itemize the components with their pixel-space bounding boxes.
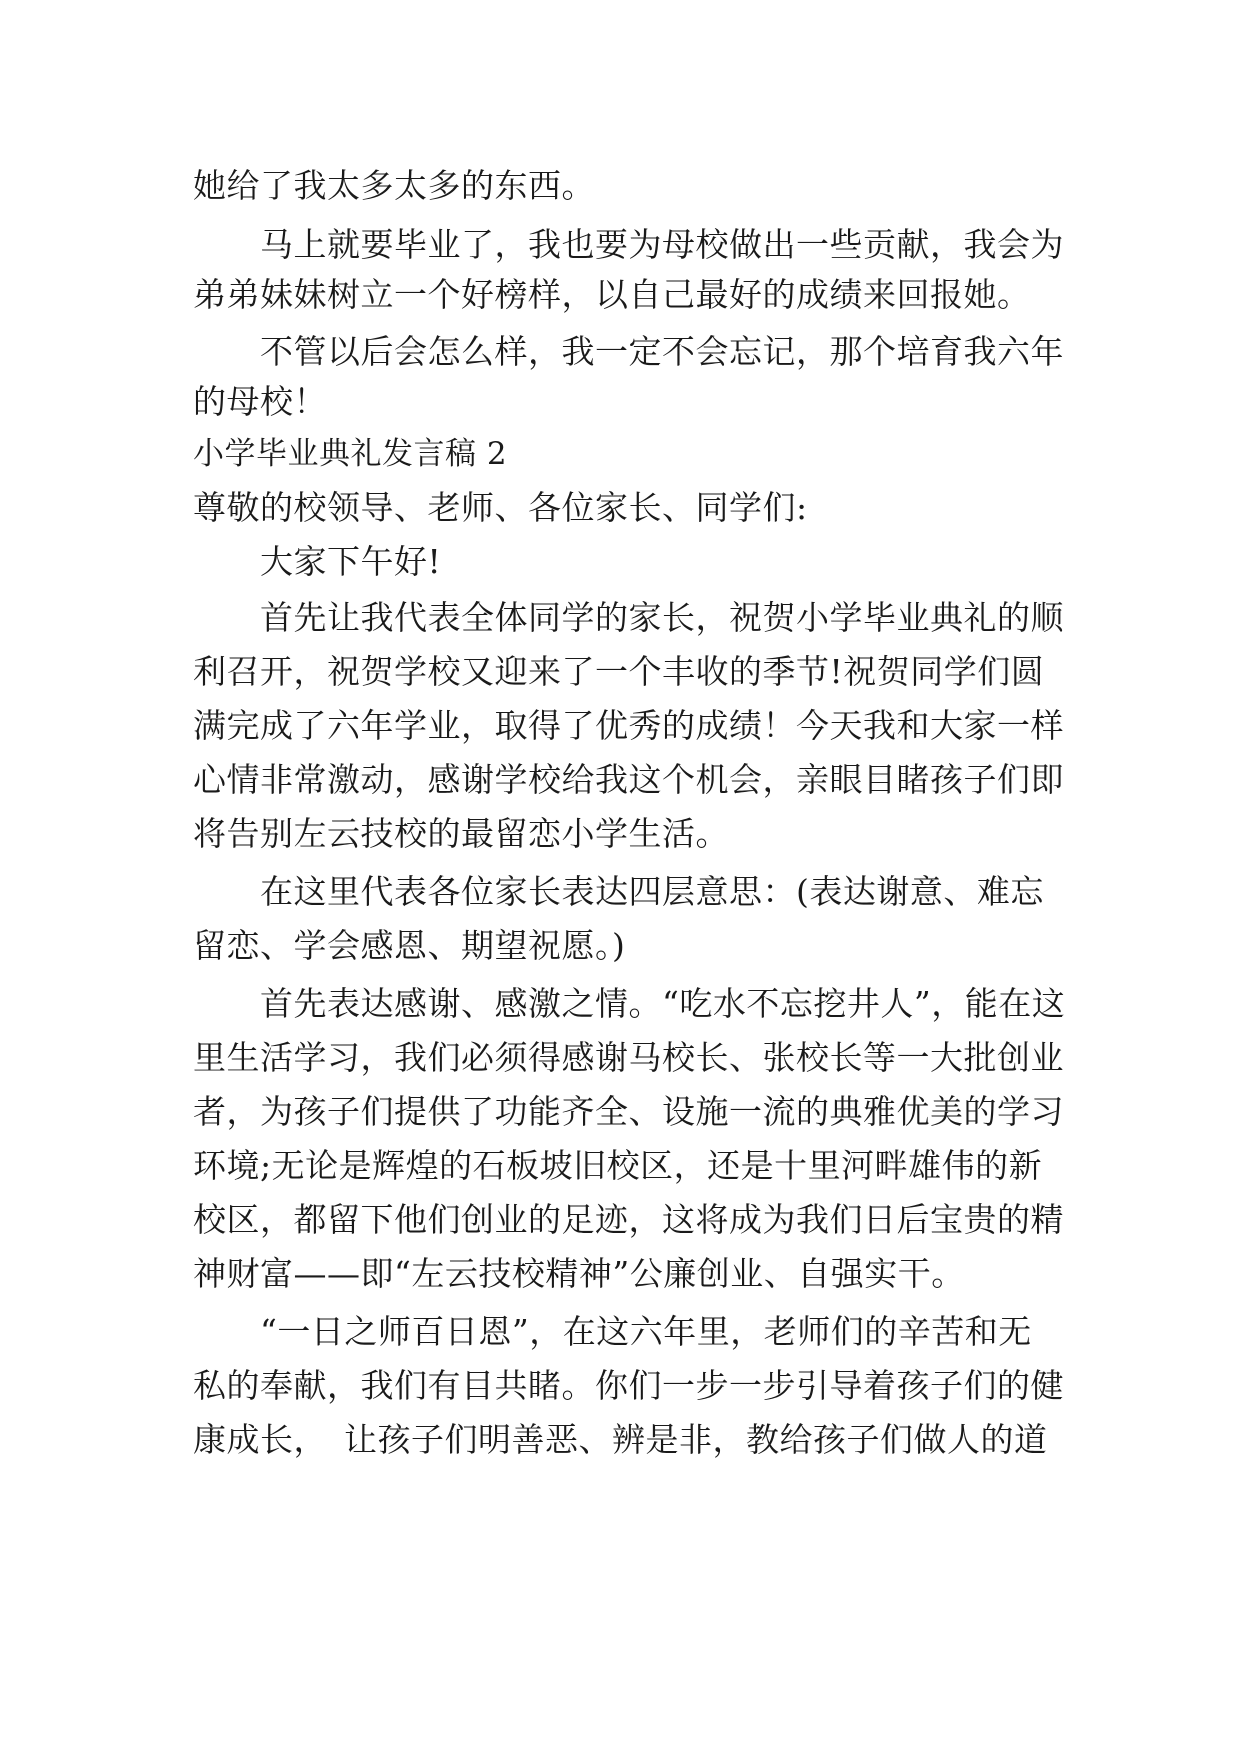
text-line: 弟弟妹妹树立一个好榜样，以自己最好的成绩来回报她。	[193, 275, 1031, 314]
text-line: “一日之师百日恩”，在这六年里，老师们的辛苦和无	[193, 1312, 1032, 1351]
text-line: 的母校！	[193, 382, 327, 421]
text-line: 神财富——即“左云技校精神”公廉创业、自强实干。	[193, 1254, 965, 1293]
text-line: 她给了我太多太多的东西。	[193, 166, 595, 205]
text-line: 留恋、学会感恩、期望祝愿。)	[193, 926, 626, 965]
text-line: 首先表达感谢、感激之情。“吃水不忘挖井人”，能在这	[193, 984, 1066, 1023]
text-line: 者，为孩子们提供了功能齐全、设施一流的典雅优美的学习	[193, 1092, 1064, 1131]
text-line: 不管以后会怎么样，我一定不会忘记，那个培育我六年	[193, 332, 1064, 371]
text-line: 首先让我代表全体同学的家长，祝贺小学毕业典礼的顺	[193, 598, 1064, 637]
text-line: 康成长， 让孩子们明善恶、辨是非，教给孩子们做人的道	[193, 1420, 1048, 1459]
text-line: 环境;无论是辉煌的石板坡旧校区，还是十里河畔雄伟的新	[193, 1146, 1043, 1185]
text-line: 心情非常激动，感谢学校给我这个机会，亲眼目睹孩子们即	[193, 760, 1064, 799]
text-line: 马上就要毕业了，我也要为母校做出一些贡献，我会为	[193, 225, 1064, 264]
text-line: 在这里代表各位家长表达四层意思：(表达谢意、难忘	[193, 872, 1044, 911]
text-line: 满完成了六年学业，取得了优秀的成绩！今天我和大家一样	[193, 706, 1064, 745]
text-line: 私的奉献，我们有目共睹。你们一步一步引导着孩子们的健	[193, 1366, 1064, 1405]
text-line: 将告别左云技校的最留恋小学生活。	[193, 814, 729, 853]
text-line: 利召开，祝贺学校又迎来了一个丰收的季节!祝贺同学们圆	[193, 652, 1045, 691]
text-line: 里生活学习，我们必须得感谢马校长、张校长等一大批创业	[193, 1038, 1064, 1077]
salutation: 尊敬的校领导、老师、各位家长、同学们:	[193, 488, 808, 527]
section-heading: 小学毕业典礼发言稿 2	[193, 436, 508, 472]
text-line: 大家下午好!	[193, 542, 442, 581]
text-line: 校区，都留下他们创业的足迹，这将成为我们日后宝贵的精	[193, 1200, 1064, 1239]
